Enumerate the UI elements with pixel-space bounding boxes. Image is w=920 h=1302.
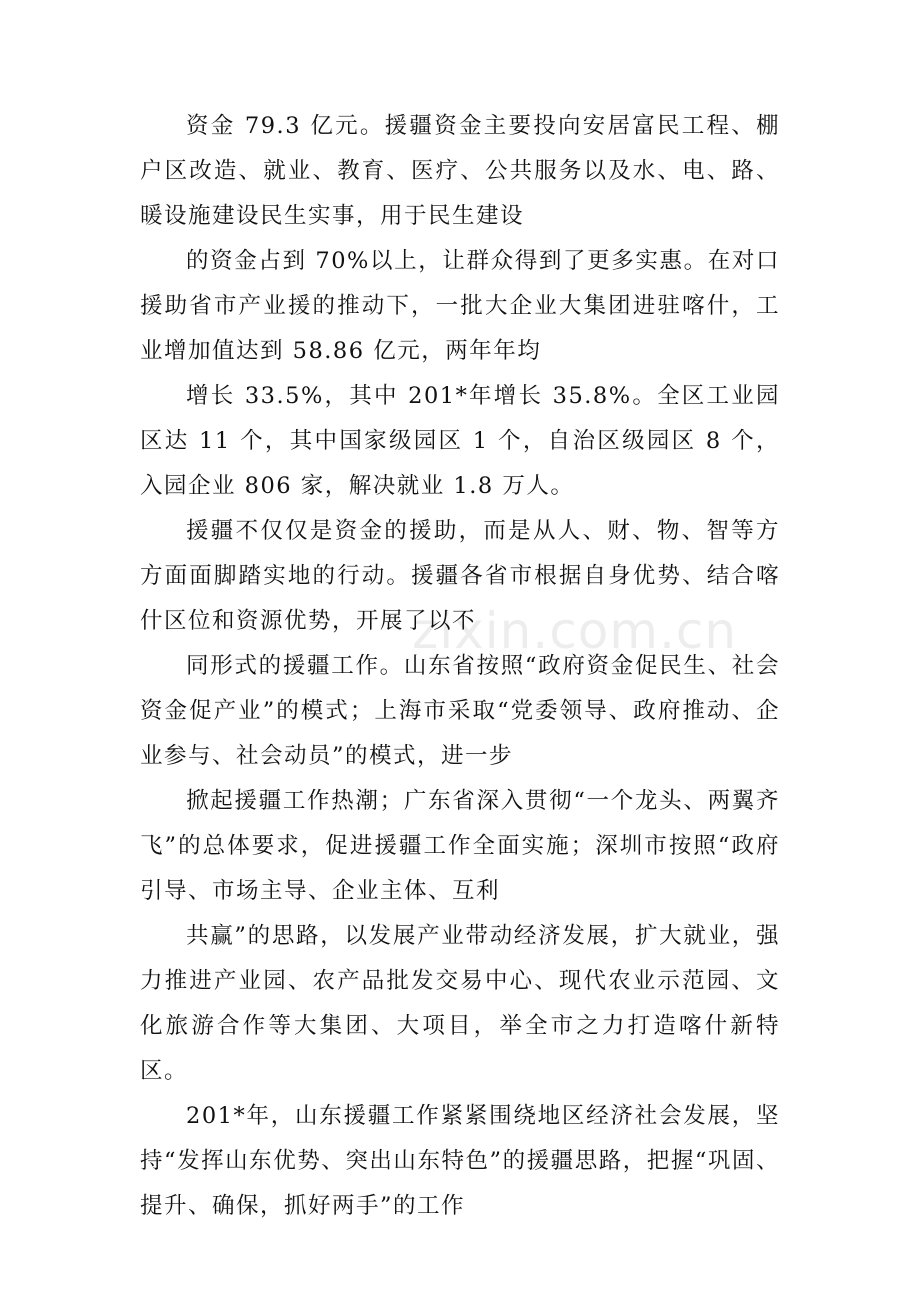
paragraph-1: 资金 79.3 亿元。援疆资金主要投向安居富民工程、棚户区改造、就业、教育、医疗、公共服务以及水、电、路、暖设施建设民生实事，用于民生建设 — [140, 113, 780, 229]
paragraph-3: 增长 33.5%，其中 201*年增长 35.8%。全区工业园区达 11 个，其中国家级园区 1 个，自治区级园区 8 个，入园企业 806 家，解决就业 1.8 万人。 — [140, 383, 780, 499]
paragraph-5: 同形式的援疆工作。山东省按照“政府资金促民生、社会资金促产业”的模式；上海市采取“党委领导、政府推动、企业参与、社会动员”的模式，进一步 — [140, 653, 780, 769]
paragraph-7: 共赢”的思路，以发展产业带动经济发展，扩大就业，强力推进产业园、农产品批发交易中心、现代农业示范园、文化旅游合作等大集团、大项目，举全市之力打造喀什新特区。 — [140, 923, 780, 1084]
paragraph-8: 201*年，山东援疆工作紧紧围绕地区经济社会发展，坚持“发挥山东优势、突出山东特色”的援疆思路，把握“巩固、提升、确保，抓好两手”的工作 — [140, 1103, 780, 1219]
paragraph-6: 掀起援疆工作热潮；广东省深入贯彻“一个龙头、两翼齐飞”的总体要求，促进援疆工作全面实施；深圳市按照“政府引导、市场主导、企业主体、互利 — [140, 788, 780, 904]
document-body — [140, 104, 780, 1229]
watermark: zixin.com.cn — [412, 602, 738, 660]
paragraph-4: 援疆不仅仅是资金的援助，而是从人、财、物、智等方方面面脚踏实地的行动。援疆各省市根据自身优势、结合喀什区位和资源优势，开展了以不 — [140, 518, 780, 634]
paragraph-2: 的资金占到 70%以上，让群众得到了更多实惠。在对口援助省市产业援的推动下，一批大企业大集团进驻喀什，工业增加值达到 58.86 亿元，两年年均 — [140, 248, 780, 364]
